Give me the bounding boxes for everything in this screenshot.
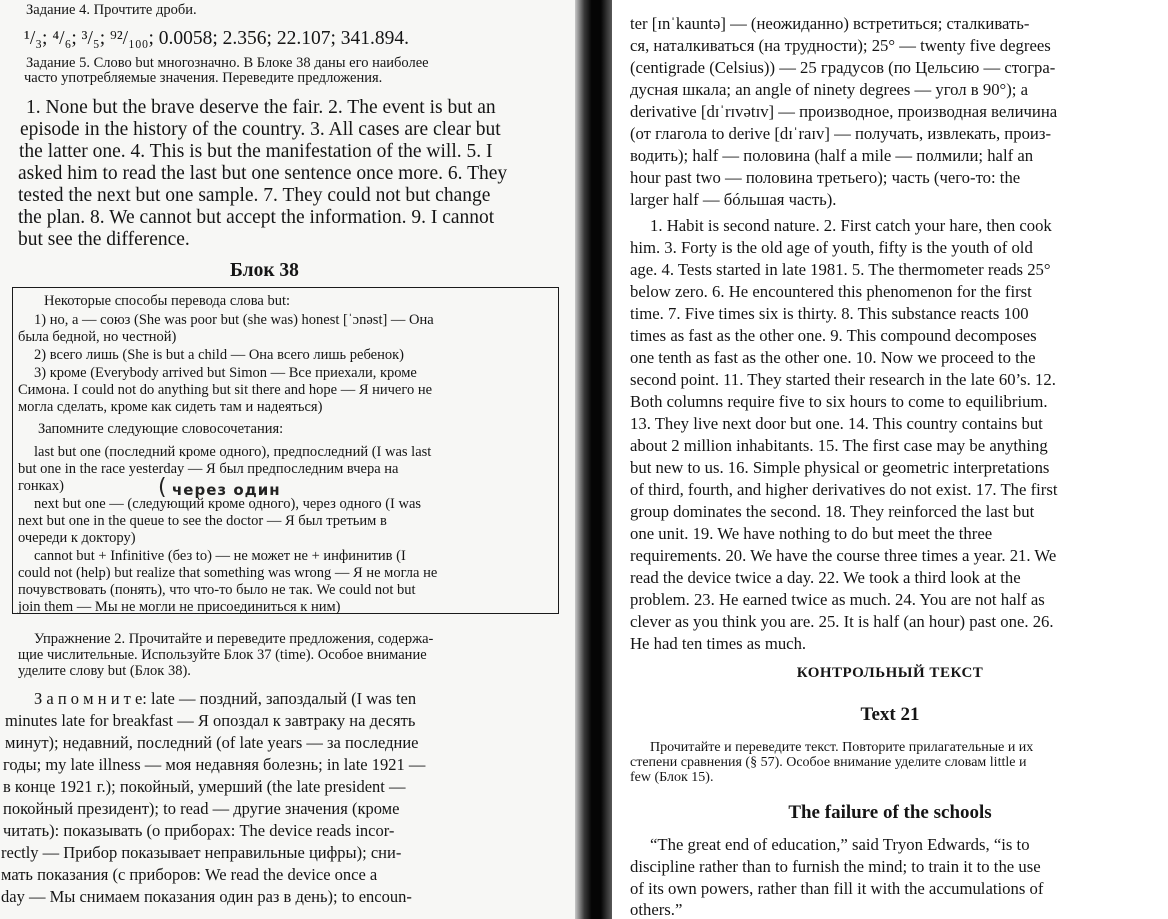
- exercise-line: Both columns require five to six hours to come to equilibrium.: [630, 392, 1048, 411]
- control-text-heading: КОНТРОЛЬНЫЙ ТЕКСТ: [796, 665, 984, 681]
- remember-line: day — Мы снимаем показания один раз в день); to encoun-: [1, 887, 412, 906]
- exercise-line: of third, fourth, and higher derivatives do not exist. 17. The first: [630, 480, 1058, 499]
- sentence-line: but see the difference.: [18, 229, 190, 250]
- block-line: 3) кроме (Everybody arrived but Simon — Все приехали, кроме: [34, 365, 417, 381]
- exercise-line: one unit. 19. We have nothing to do but meet the three: [630, 524, 993, 543]
- block-line: очереди к доктору): [18, 530, 136, 546]
- handwritten-bracket-mark: (: [158, 475, 167, 500]
- exercise-line: second point. 11. They started their research in the late 60’s. 12.: [630, 370, 1056, 389]
- vocab-line: водить); half — половина (half a mile — полмили; half an: [630, 146, 1034, 165]
- remember-line: читать): показывать (о приборах: The device reads incor-: [3, 821, 395, 840]
- sentence-line: the latter one. 4. This is but the manifestation of the will. 5. I: [19, 141, 493, 162]
- block-line: Некоторые способы перевода слова but:: [44, 293, 291, 309]
- exercise-line: time. 7. Five times six is thirty. 8. This substance reacts 100: [630, 304, 1029, 323]
- sentence-line: the plan. 8. We cannot but accept the information. 9. I cannot: [18, 207, 495, 228]
- instruction-line: степени сравнения (§ 57). Особое внимание уделите словам little и: [630, 755, 1027, 770]
- exercise-line: times as fast as the other one. 9. This compound decomposes: [630, 326, 1037, 345]
- exercise-line: him. 3. Forty is the old age of youth, fifty is the youth of old: [630, 238, 1033, 257]
- instruction-line: Прочитайте и переведите текст. Повторите прилагательные и их: [650, 740, 1034, 755]
- block-title: Блок 38: [230, 260, 299, 281]
- sentence-line: asked him to read the last but one sentence once more. 6. They: [18, 163, 508, 184]
- block-line: почувствовать (понять), что что-то было не так. We could not but: [18, 582, 416, 598]
- remember-line: в конце 1921 г.); покойный, умерший (the late president —: [3, 777, 406, 796]
- remember-line: minutes late for breakfast — Я опоздал к завтраку на десять: [5, 711, 416, 730]
- handwritten-note: через один: [172, 481, 281, 499]
- vocab-line: дусная шкала; an angle of ninety degrees — угол в 90°); a: [630, 80, 1028, 99]
- exercise-line: one tenth as fast as the other one. 10. Now we proceed to the: [630, 348, 1036, 367]
- exercise2-line: Упражнение 2. Прочитайте и переведите предложения, содержа-: [34, 631, 434, 647]
- remember-line: З а п о м н и т е: late — поздний, запоздалый (I was ten: [34, 689, 417, 708]
- remember-line: минут); недавний, последний (of late years — за последние: [5, 733, 419, 752]
- remember-line: rectly — Прибор показывает неправильные цифры); сни-: [1, 843, 402, 862]
- right-page: [612, 0, 1168, 919]
- story-line: of its own powers, rather than fill it with the accumulations of: [630, 879, 1044, 898]
- block-line: могла сделать, кроме как сидеть там и надеяться): [18, 399, 323, 415]
- vocab-line: larger half — бóльшая часть).: [630, 190, 837, 209]
- exercise-line: group dominates the second. 18. They reinforced the last but: [630, 502, 1035, 521]
- vocab-line: ся, наталкиваться (на трудности); 25° — twenty five degrees: [630, 36, 1051, 55]
- exercise-line: requirements. 20. We have the course three times a year. 21. We: [630, 546, 1057, 565]
- vocab-line: derivative [dɪˈrɪvətɪv] — производное, производная величина: [630, 102, 1058, 121]
- exercise-line: 13. They live next door but one. 14. This country contains but: [630, 414, 1043, 433]
- story-title: The failure of the schools: [788, 802, 992, 823]
- exercise-line: He had ten times as much.: [630, 634, 807, 653]
- vocab-line: hour past two — половина третьего); часть (чего-то: the: [630, 168, 1021, 187]
- vocab-line: (centigrade (Celsius)) — 25 градусов (по Цельсию — стогра-: [630, 58, 1056, 77]
- book-spine-shadow: [575, 0, 612, 919]
- task5-line: Задание 5. Слово but многозначно. В Блоке 38 даны его наиболее: [26, 55, 429, 71]
- story-line: discipline rather than to furnish the mind; to train it to the use: [630, 857, 1041, 876]
- remember-line: мать показания (с приборов: We read the device once a: [1, 865, 378, 884]
- sentence-line: episode in the history of the country. 3. All cases are clear but: [20, 119, 501, 140]
- exercise-line: read the device twice a day. 22. We took a third look at the: [630, 568, 1021, 587]
- exercise-line: but new to us. 16. Simple physical or geometric interpretations: [630, 458, 1050, 477]
- exercise-line: about 2 million inhabitants. 15. The first case may be anything: [630, 436, 1048, 455]
- sentence-line: 1. None but the brave deserve the fair. 2. The event is but an: [26, 97, 496, 118]
- sentence-line: tested the next but one sample. 7. They could not but change: [18, 185, 491, 206]
- exercise-line: clever as you think you are. 25. It is half (an hour) past one. 26.: [630, 612, 1054, 631]
- task4-line: Задание 4. Прочтите дроби.: [26, 2, 197, 18]
- exercise-line: problem. 23. He earned twice as much. 24. You are not half as: [630, 590, 1045, 609]
- exercise-line: 1. Habit is second nature. 2. First catch your hare, then cook: [650, 216, 1052, 235]
- block-line: была бедной, но честной): [18, 329, 177, 345]
- block-line: 2) всего лишь (She is but a child — Она всего лишь ребенок): [34, 347, 404, 363]
- block-line: join them — Мы не могли не присоединиться к ним): [18, 599, 341, 615]
- task5-line: часто употребляемые значения. Переведите предложения.: [24, 70, 383, 86]
- story-line: others.”: [630, 900, 683, 919]
- remember-line: покойный президент); to read — другие значения (кроме: [3, 799, 400, 818]
- block-line: last but one (последний кроме одного), предпоследний (I was last: [34, 444, 432, 460]
- vocab-line: ter [ɪnˈkauntə] — (неожиданно) встретиться; сталкивать-: [630, 14, 1030, 33]
- block-line: гонках): [18, 478, 64, 494]
- vocab-line: (от глагола to derive [dɪˈraɪv] — получать, извлекать, произ-: [630, 124, 1052, 143]
- text-heading: Text 21: [860, 704, 920, 725]
- block-line: next but one — (следующий кроме одного), через одного (I was: [34, 496, 422, 512]
- block-line: cannot but + Infinitive (без to) — не может не + инфинитив (I: [34, 548, 406, 564]
- exercise-line: age. 4. Tests started in late 1981. 5. The thermometer reads 25°: [630, 260, 1051, 279]
- block-line: could not (help) but realize that something was wrong — Я не могла не: [18, 565, 438, 581]
- exercise2-line: уделите слову but (Блок 38).: [18, 663, 191, 679]
- block-line: but one in the race yesterday — Я был предпоследним вчера на: [18, 461, 399, 477]
- block-line: Симона. I could not do anything but sit there and hope — Я ничего не: [18, 382, 433, 398]
- exercise2-line: щие числительные. Используйте Блок 37 (time). Особое внимание: [18, 647, 427, 663]
- instruction-line: few (Блок 15).: [630, 770, 714, 785]
- block-line: Запомните следующие словосочетания:: [38, 421, 284, 437]
- story-line: “The great end of education,” said Tryon Edwards, “is to: [650, 835, 1030, 854]
- block-line: 1) но, а — союз (She was poor but (she was) honest [ˈɔnəst] — Она: [34, 312, 434, 328]
- remember-line: годы; my late illness — моя недавняя болезнь; in late 1921 —: [3, 755, 426, 774]
- block-line: next but one in the queue to see the doctor — Я был третьим в: [18, 513, 387, 529]
- fractions-line: ¹/₃; ⁴/₆; ³/₅; ⁹²/₁₀₀; 0.0058; 2.356; 22.107; 341.894.: [24, 28, 410, 49]
- left-page: [0, 0, 575, 919]
- exercise-line: below zero. 6. He encountered this phenomenon for the first: [630, 282, 1032, 301]
